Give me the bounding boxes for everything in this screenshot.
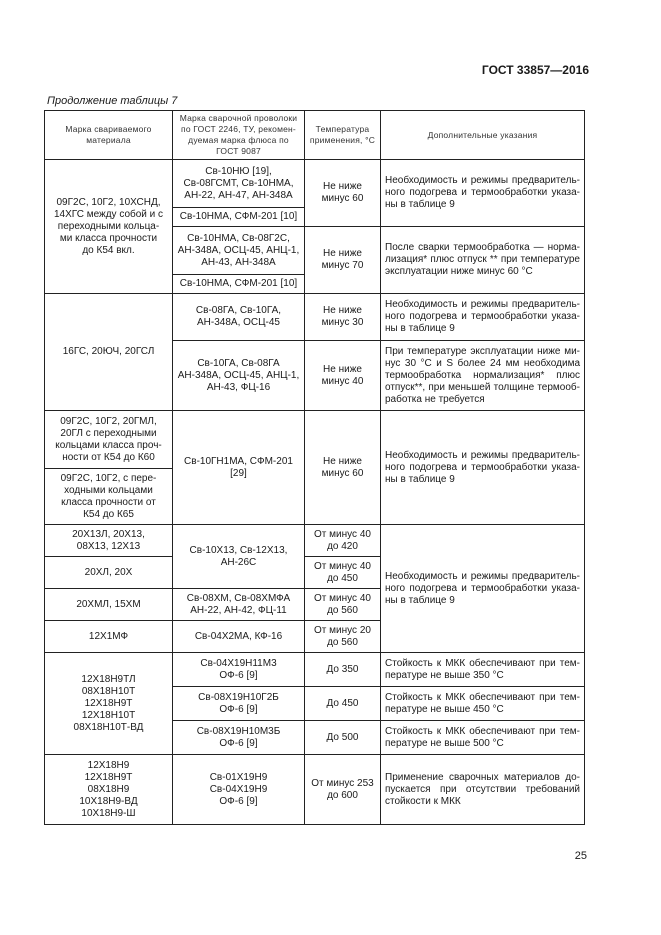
material-cell: 20Х13Л, 20Х13, 08Х13, 12Х13	[45, 525, 173, 557]
temperature-cell: От минус 253 до 600	[305, 755, 381, 825]
table-row	[45, 755, 585, 825]
column-header-material: Марка свариваемого материала	[45, 111, 173, 160]
material-cell: 09Г2С, 10Г2, 10ХСНД, 14ХГС между собой и с переходными кольца- ми класса прочности до К54 вкл.	[45, 160, 173, 294]
temperature-cell: До 500	[305, 721, 381, 755]
temperature-cell: От минус 40 до 560	[305, 589, 381, 621]
temperature-cell: До 350	[305, 653, 381, 687]
temperature-cell: Не ниже минус 70	[305, 227, 381, 294]
wire-cell: Св-10ГН1МА, СФМ-201 [29]	[173, 411, 305, 525]
material-cell: 12Х1МФ	[45, 621, 173, 653]
temperature-cell: Не ниже минус 60	[305, 411, 381, 525]
wire-cell: Св-01Х19Н9 Св-04Х19Н9 ОФ-6 [9]	[173, 755, 305, 825]
welding-materials-table	[44, 110, 585, 825]
wire-cell: Св-10ГА, Св-08ГА АН-348А, ОСЦ-45, АНЦ-1, АН-43, ФЦ-16	[173, 341, 305, 411]
wire-cell: Св-04Х2МА, КФ-16	[173, 621, 305, 653]
material-cell: 12Х18Н9ТЛ 08Х18Н10Т 12Х18Н9Т 12Х18Н10Т 08Х18Н10Т-ВД	[45, 653, 173, 755]
table-row	[45, 411, 585, 469]
notes-cell: После сварки термообработка — норма-лизация* плюс отпуск ** при температуре эксплуатации ниже минус 60 °С	[381, 227, 585, 294]
wire-cell: Св-10НМА, СФМ-201 [10]	[173, 275, 305, 294]
wire-cell: Св-10Х13, Св-12Х13, АН-26С	[173, 525, 305, 589]
wire-cell: Св-10НЮ [19], Св-08ГСМТ, Св-10НМА, АН-22, АН-47, АН-348А	[173, 160, 305, 208]
column-header-wire: Марка сварочной проволоки по ГОСТ 2246, ТУ, рекомен-дуемая марка флюса по ГОСТ 9087	[173, 111, 305, 160]
material-cell: 16ГС, 20ЮЧ, 20ГСЛ	[45, 294, 173, 411]
wire-cell: Св-08Х19Н10Г2Б ОФ-6 [9]	[173, 687, 305, 721]
temperature-cell: От минус 40 до 420	[305, 525, 381, 557]
column-header-notes: Дополнительные указания	[381, 111, 585, 160]
wire-cell: Св-08ГА, Св-10ГА, АН-348А, ОСЦ-45	[173, 294, 305, 341]
material-cell: 09Г2С, 10Г2, с пере- ходными кольцами класса прочности от К54 до К65	[45, 469, 173, 525]
notes-cell: Необходимость и режимы предваритель-ного подогрева и термообработки указа-ны в таблице 9	[381, 294, 585, 341]
material-cell: 09Г2С, 10Г2, 20ГМЛ, 20ГЛ с переходными кольцами класса проч- ности от К54 до К60	[45, 411, 173, 469]
wire-cell: Св-08Х19Н10М3Б ОФ-6 [9]	[173, 721, 305, 755]
notes-cell: При температуре эксплуатации ниже ми-нус 30 °С и S более 24 мм необходима термообработка нормализация* плюс отпуск**, при меньшей толщине термооб-работка не требуется	[381, 341, 585, 411]
document-standard-number: ГОСТ 33857—2016	[481, 63, 589, 77]
temperature-cell: Не ниже минус 30	[305, 294, 381, 341]
notes-cell: Необходимость и режимы предваритель-ного подогрева и термообработки указа-ны в таблице 9	[381, 160, 585, 227]
material-cell: 12Х18Н9 12Х18Н9Т 08Х18Н9 10Х18Н9-ВД 10Х18Н9-Ш	[45, 755, 173, 825]
temperature-cell: До 450	[305, 687, 381, 721]
temperature-cell: От минус 20 до 560	[305, 621, 381, 653]
table-row	[45, 653, 585, 687]
column-header-temperature: Температура применения, °С	[305, 111, 381, 160]
table-row	[45, 525, 585, 557]
notes-cell: Применение сварочных материалов до-пускается при отсутствии требований стойкости к МКК	[381, 755, 585, 825]
temperature-cell: Не ниже минус 60	[305, 160, 381, 227]
table-header-row	[45, 111, 585, 160]
wire-cell: Св-04Х19Н11М3 ОФ-6 [9]	[173, 653, 305, 687]
wire-cell: Св-08ХМ, Св-08ХМФА АН-22, АН-42, ФЦ-11	[173, 589, 305, 621]
notes-cell: Стойкость к МКК обеспечивают при тем-пературе не выше 500 °С	[381, 721, 585, 755]
notes-cell: Необходимость и режимы предваритель-ного подогрева и термообработки указа-ны в таблице 9	[381, 411, 585, 525]
table-row	[45, 294, 585, 341]
notes-cell: Необходимость и режимы предваритель-ного подогрева и термообработки указа-ны в таблице 9	[381, 525, 585, 653]
wire-cell: Св-10НМА, Св-08Г2С, АН-348А, ОСЦ-45, АНЦ-1, АН-43, АН-348А	[173, 227, 305, 275]
notes-cell: Стойкость к МКК обеспечивают при тем-пературе не выше 450 °С	[381, 687, 585, 721]
notes-cell: Стойкость к МКК обеспечивают при тем-пературе не выше 350 °С	[381, 653, 585, 687]
material-cell: 20ХЛ, 20Х	[45, 557, 173, 589]
wire-cell: Св-10НМА, СФМ-201 [10]	[173, 208, 305, 227]
temperature-cell: От минус 40 до 450	[305, 557, 381, 589]
page-number: 25	[574, 850, 587, 862]
table-caption: Продолжение таблицы 7	[47, 95, 178, 107]
temperature-cell: Не ниже минус 40	[305, 341, 381, 411]
material-cell: 20ХМЛ, 15ХМ	[45, 589, 173, 621]
table-row	[45, 160, 585, 208]
